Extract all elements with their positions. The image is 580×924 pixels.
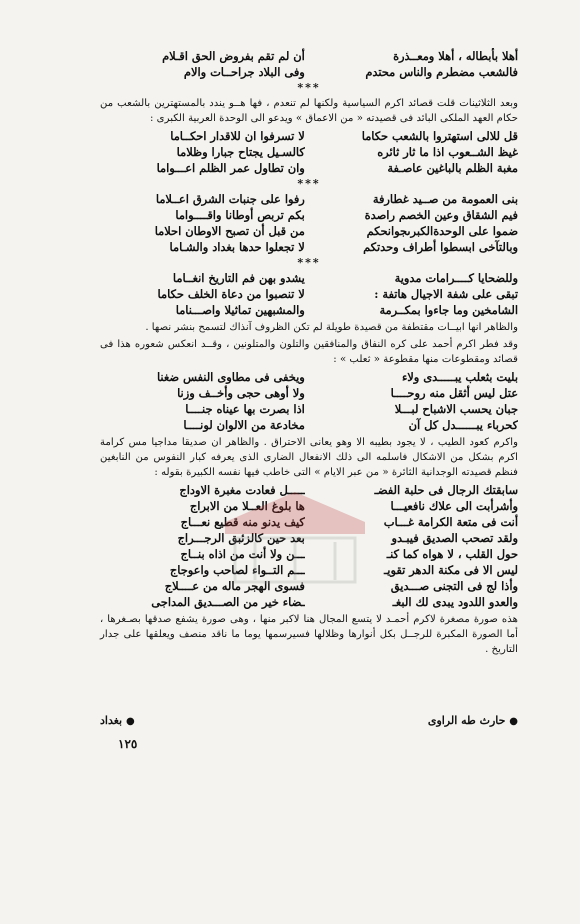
verse-line <box>100 302 518 318</box>
verse-line <box>100 482 518 498</box>
hemistich-left: ها بلوغ العــلا من الابراج <box>189 499 305 513</box>
section-divider: *** <box>297 177 321 190</box>
hemistich-left: اذا بصرت بها عيناه جنــــا <box>185 402 305 416</box>
hemistich-left: فسوى الهجر ماله من عــــلاج <box>164 579 305 593</box>
verse-line <box>100 385 518 401</box>
verse-block-poem-3 <box>100 270 518 318</box>
section-divider: *** <box>297 81 321 94</box>
verse-line <box>100 562 518 578</box>
hemistich-right: وأذا لج فى التجنى صـــديق <box>390 579 518 593</box>
verse-block-opening <box>100 48 518 80</box>
hemistich-left: ـــن ولا أنت من اذاه بنــاج <box>180 547 305 561</box>
hemistich-right: أهلا بأبطاله ، أهلا ومعــذرة <box>393 49 518 63</box>
hemistich-left: من قبل أن تصبح الاوطان احلاما <box>154 224 305 238</box>
verse-line <box>100 160 518 176</box>
article-body <box>100 48 518 659</box>
hemistich-right: بليت بثعلب يبـــــدى ولاء <box>401 370 518 384</box>
verse-line <box>100 239 518 255</box>
verse-line <box>100 594 518 610</box>
hemistich-left: أن لم تقم بفروض الحق اقـلام <box>162 49 305 63</box>
hemistich-right: حول القلب ، لا هواه كما كنـ <box>386 547 518 561</box>
bullet-icon: ● <box>509 716 518 727</box>
page-number: ١٢٥ <box>118 737 138 751</box>
verse-line <box>100 128 518 144</box>
hemistich-left: ـــــل فعادت مغبرة الاوداج <box>179 483 305 497</box>
verse-line <box>100 270 518 286</box>
hemistich-left: وان تطاول عمر الظلم اعـــواما <box>156 161 305 175</box>
verse-line <box>100 546 518 562</box>
verse-line <box>100 369 518 385</box>
hemistich-left: رفوا على جنبات الشرق اعــلاما <box>155 192 305 206</box>
hemistich-right: فيم الشقاق وعين الخصم راصدة <box>364 208 518 222</box>
hemistich-right: عتل ليس أثقل منه روحــــا <box>390 386 518 400</box>
verse-line <box>100 514 518 530</box>
city-signature <box>100 714 135 727</box>
hemistich-left: مخادعة من الالوان لونــــا <box>183 418 305 432</box>
section-divider: *** <box>297 256 321 269</box>
hemistich-left: لا تسرفوا ان للاقدار احكــاما <box>170 129 305 143</box>
hemistich-right: قل للالى استهتروا بالشعب حكاما <box>361 129 518 143</box>
hemistich-left: بعد حين كالزئبق الرجـــراج <box>177 531 305 545</box>
hemistich-right: وأشرأبت الى علاك نافعيـــا <box>390 499 518 513</box>
hemistich-right: الشامخين وما جاءوا بمكــرمة <box>379 303 518 317</box>
verse-line <box>100 530 518 546</box>
hemistich-right: سابقتك الرجال فى حلبة الفضـ <box>374 483 518 497</box>
hemistich-left: لا تجعلوا حدها بغداد والشـاما <box>169 240 305 254</box>
hemistich-right: والعدو اللدود يبدى لك البغـ <box>392 595 518 609</box>
hemistich-right: ضموا على الوحدةالكبرىجوانحكم <box>366 224 518 238</box>
hemistich-right: وللضحايا كــــرامات مدوية <box>394 271 518 285</box>
paragraph: هذه صورة مصغرة لاكرم أحمـد لا يتسع المجال هنا لاكبر منها ، وهى صورة يشفع صدقها بصـغرها ، أما الصورة المكبرة للرجــل بكل أنوارها وظلالها فسيرسمها يوما ما ناقد منصف ويعلقها على جدار التاريخ . <box>100 614 518 655</box>
hemistich-right: وبالتآخى ابسطوا أطراف وحدتكم <box>363 240 518 254</box>
hemistich-left: يشدو بهن فم التاريخ انغــاما <box>172 271 305 285</box>
hemistich-right: بنى العمومة من صــيد غطارفة <box>372 192 518 206</box>
verse-block-poem-2 <box>100 191 518 255</box>
paragraph: واكرم كعود الطيب ، لا يجود بطيبه الا وهو يعانى الاحتراق . والظاهر ان صديقا مداجيا مس كرامة اكرم بشكل من الاشكال فاسلمه الى ذلك الانفعال الضارى الذى يعرفه كبار النفوس من النابغين فنظم قصيدته الوجدانية الثائرة « من عبر الايام » التى خاطب فيها نفسه الكبيرة بقوله : <box>100 437 518 478</box>
hemistich-right: فالشعب مضطرم والناس محتدم <box>365 65 518 79</box>
hemistich-right: جبان يحسب الاشباح لبـــلا <box>394 402 518 416</box>
verse-line <box>100 64 518 80</box>
hemistich-right: غيظ الشــعوب اذا ما ثار ثائره <box>377 145 518 159</box>
hemistich-left: لا تنصبوا من دعاة الخلف حكاما <box>157 287 305 301</box>
author-signature <box>428 714 518 727</box>
verse-block-poem-1 <box>100 128 518 176</box>
hemistich-left: والمشبهين تماثيلا واصـــناما <box>175 303 305 317</box>
hemistich-right: كحرباء يبــــــدل كل آن <box>408 418 518 432</box>
verse-line <box>100 144 518 160</box>
hemistich-left: ولا أوهى حجى وأخــف وزنا <box>177 386 305 400</box>
author-name: حارث طه الراوى <box>427 714 506 727</box>
hemistich-left: ويخفى فى مطاوى النفس ضغنا <box>156 370 305 384</box>
verse-line <box>100 207 518 223</box>
hemistich-left: بكم تربص أوطانا واقــــواما <box>175 208 305 222</box>
paragraph: وقد فطر اكرم أحمد على كره النفاق والمنافقين والتلون والمتلونين ، وقــد انعكس شعوره هذا فى قصائد ومقطوعات منها مقطوعة « ثعلب » : <box>100 339 518 365</box>
hemistich-left: كيف يدنو منه قطيع نعـــاج <box>180 515 305 529</box>
signature-line <box>100 714 518 727</box>
city-name: بغداد <box>100 714 123 727</box>
hemistich-right: ولقد تصحب الصديق فيبـدو <box>391 531 518 545</box>
verse-block-thalab <box>100 369 518 433</box>
hemistich-right: أنت فى متعة الكرامة غـــاب <box>383 515 518 529</box>
hemistich-right: مغبة الظلم بالباغين عاصـفة <box>387 161 518 175</box>
verse-line <box>100 48 518 64</box>
verse-line <box>100 401 518 417</box>
verse-line <box>100 498 518 514</box>
hemistich-left: ـــم التــواء لصاحب واعوجاج <box>169 563 305 577</box>
paragraph: والظاهر انها ابيــات مقتطفة من قصيدة طويلة لم تكن الظروف آنذاك لتسمح بنشر نصها . <box>145 322 518 333</box>
hemistich-right: تبقى على شفة الاجيال هاتفة : <box>374 287 518 301</box>
verse-line <box>100 417 518 433</box>
hemistich-left: وفى البلاد جراحــات والام <box>183 65 305 79</box>
hemistich-left: كالسـيل يجتاح جبارا وظلاما <box>176 145 305 159</box>
verse-line <box>100 286 518 302</box>
verse-block-min-abar <box>100 482 518 610</box>
bullet-icon: ● <box>125 716 135 727</box>
hemistich-right: ليس الا فى مكنة الدهر تقويـ <box>383 563 518 577</box>
verse-line <box>100 191 518 207</box>
verse-line <box>100 223 518 239</box>
verse-line <box>100 578 518 594</box>
paragraph: وبعد الثلاثينات قلت قصائد اكرم السياسية ولكنها لم تنعدم ، فها هــو يندد بالمستهترين بالشعب من حكام العهد الملكى البائد فى قصيدته « من الاعماق » ويدعو الى الوحدة العربية الكبرى : <box>100 98 518 124</box>
hemistich-left: ـضاء خير من الصـــديق المداجى <box>151 595 305 609</box>
